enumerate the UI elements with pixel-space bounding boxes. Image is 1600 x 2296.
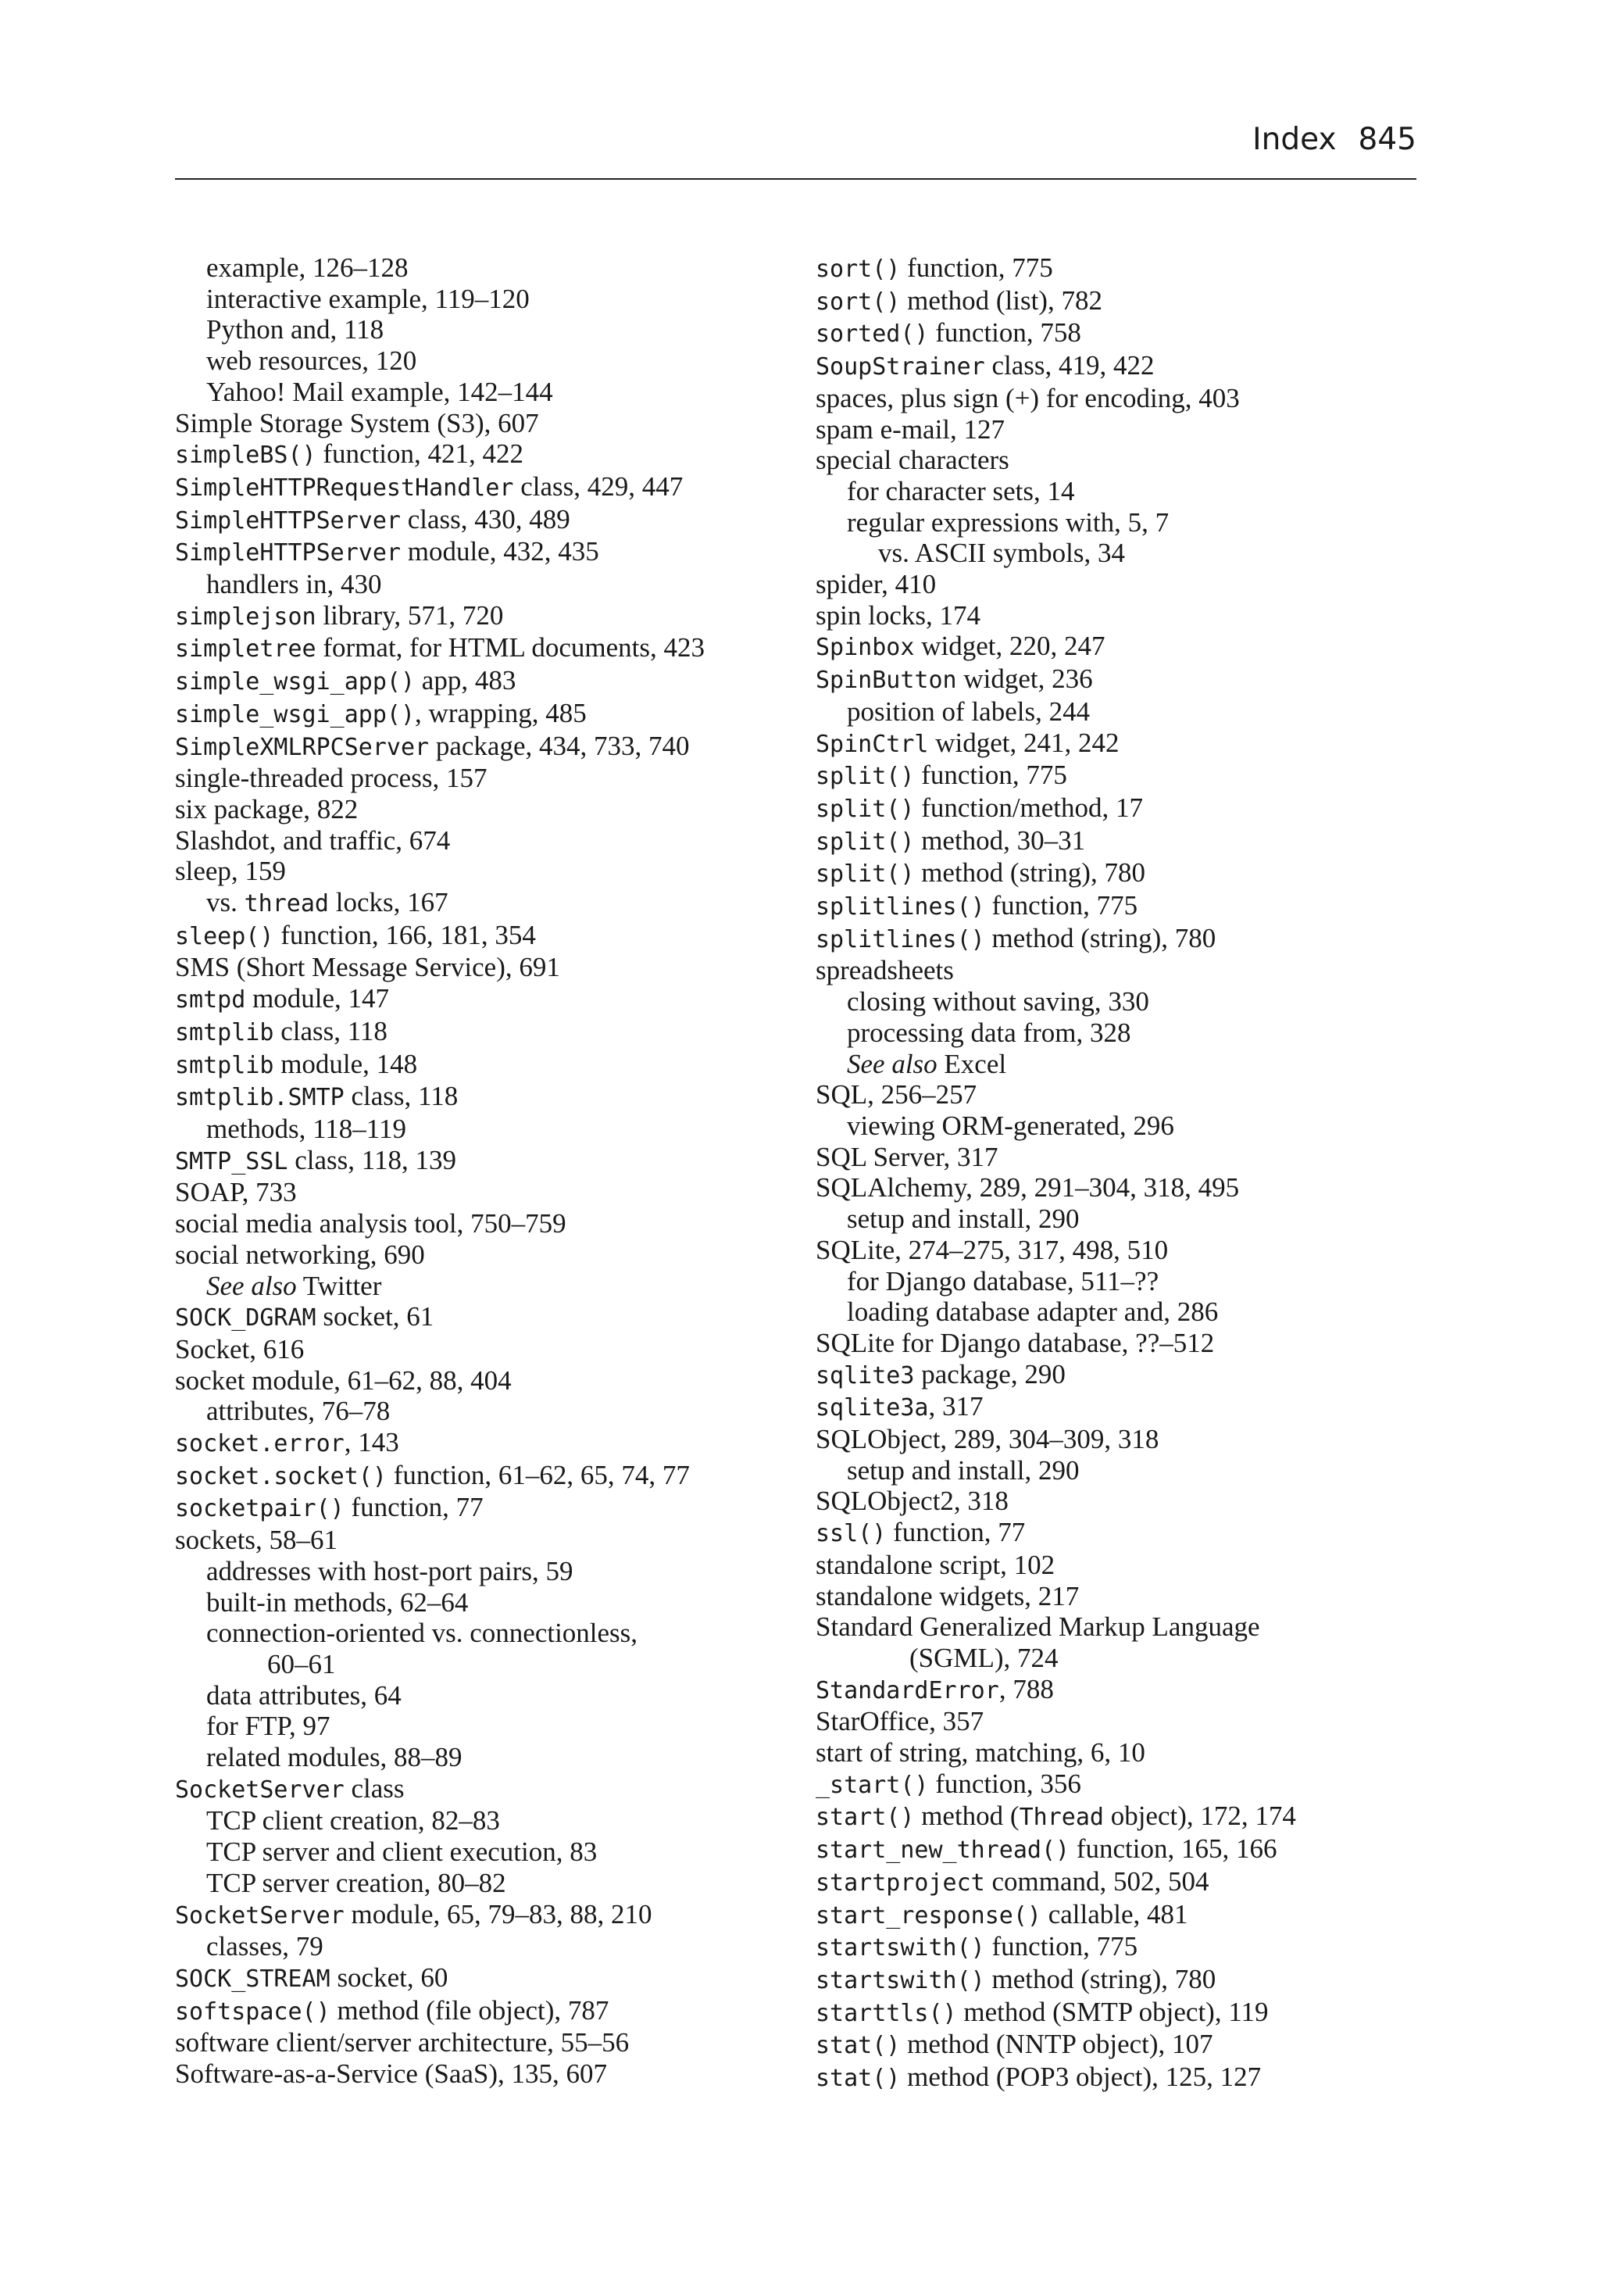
entry-text: method (string), 780 bbox=[914, 857, 1145, 889]
index-entry bbox=[175, 1492, 792, 1525]
code-term: softspace() bbox=[175, 1997, 330, 2026]
entry-text: software client/server architecture, 55–56 bbox=[175, 2027, 630, 2058]
index-entry bbox=[816, 1674, 1433, 1707]
entry-text: 60–61 bbox=[267, 1648, 336, 1679]
entry-text: socket, 60 bbox=[330, 1962, 448, 1993]
index-entry bbox=[816, 955, 1433, 986]
entry-text: SQLObject2, 318 bbox=[816, 1486, 1009, 1517]
entry-text: related modules, 88–89 bbox=[206, 1742, 462, 1773]
index-entry bbox=[175, 345, 792, 377]
entry-text: vs. ASCII symbols, 34 bbox=[878, 538, 1126, 569]
code-term: SimpleXMLRPCServer bbox=[175, 733, 430, 761]
code-term: SimpleHTTPServer bbox=[175, 539, 401, 567]
entry-text: setup and install, 290 bbox=[847, 1203, 1080, 1235]
entry-text: standalone script, 102 bbox=[816, 1549, 1055, 1580]
see-also-label: See also bbox=[847, 1048, 938, 1079]
index-entry bbox=[175, 1049, 792, 1082]
index-entry bbox=[175, 1868, 792, 1899]
entry-text: , 143 bbox=[344, 1427, 399, 1458]
code-term: startswith() bbox=[816, 1966, 985, 1994]
index-entry bbox=[175, 1742, 792, 1773]
entry-text: module, 432, 435 bbox=[400, 536, 599, 567]
entry-text: function, 421, 422 bbox=[316, 438, 524, 470]
index-entry bbox=[175, 1396, 792, 1427]
code-term: sqlite3 bbox=[816, 1361, 915, 1389]
code-term: SOCK_STREAM bbox=[175, 1965, 330, 1993]
code-term: sorted() bbox=[816, 320, 929, 349]
code-term: SMTP_SSL bbox=[175, 1147, 288, 1175]
entry-text: method, 30–31 bbox=[914, 824, 1086, 856]
code-term: split() bbox=[816, 795, 915, 823]
entry-text: for FTP, 97 bbox=[206, 1711, 330, 1742]
entry-text: social media analysis tool, 750–759 bbox=[175, 1208, 566, 1239]
entry-text: widget, 220, 247 bbox=[914, 631, 1105, 662]
entry-text: start of string, matching, 6, 10 bbox=[816, 1737, 1145, 1768]
index-entry bbox=[816, 1328, 1433, 1359]
index-entry bbox=[175, 2027, 792, 2058]
page-number: 845 bbox=[1358, 122, 1416, 157]
index-entry bbox=[816, 569, 1433, 600]
code-term: stat() bbox=[816, 2065, 901, 2093]
entry-text: regular expressions with, 5, 7 bbox=[847, 506, 1170, 538]
entry-text: interactive example, 119–120 bbox=[206, 283, 530, 314]
code-term: SoupStrainer bbox=[816, 353, 985, 381]
code-term: simple_wsgi_app() bbox=[175, 700, 416, 728]
code-term: smtplib bbox=[175, 1018, 274, 1046]
index-entry bbox=[175, 1618, 792, 1649]
index-entry bbox=[175, 252, 792, 284]
entry-text: locks, 167 bbox=[329, 887, 448, 918]
index-entry bbox=[175, 856, 792, 887]
index-entry bbox=[816, 696, 1433, 728]
index-entry bbox=[175, 698, 792, 731]
index-entry bbox=[816, 760, 1433, 792]
index-entry bbox=[816, 1931, 1433, 1964]
running-header bbox=[175, 117, 1416, 180]
code-term: _start() bbox=[816, 1771, 929, 1799]
index-entry bbox=[175, 504, 792, 537]
header-title: Index bbox=[1252, 122, 1337, 157]
entry-text: function, 165, 166 bbox=[1070, 1833, 1277, 1865]
index-entry bbox=[816, 792, 1433, 825]
entry-text: method (file object), 787 bbox=[330, 1994, 609, 2026]
entry-text: package, 290 bbox=[914, 1358, 1066, 1389]
entry-text: function/method, 17 bbox=[914, 792, 1144, 823]
entry-text: app, 483 bbox=[415, 665, 516, 696]
index-entry bbox=[175, 1016, 792, 1049]
entry-text: Excel bbox=[937, 1048, 1007, 1079]
code-term: SocketServer bbox=[175, 1901, 345, 1929]
code-term: simpletree bbox=[175, 635, 316, 663]
index-entry bbox=[816, 1833, 1433, 1866]
entry-text: standalone widgets, 217 bbox=[816, 1580, 1080, 1611]
index-entry bbox=[175, 1962, 792, 1995]
code-term: simplejson bbox=[175, 603, 316, 631]
entry-text: command, 502, 504 bbox=[984, 1865, 1209, 1897]
index-entry bbox=[175, 314, 792, 345]
entry-text: closing without saving, 330 bbox=[847, 986, 1149, 1017]
entry-text: spaces, plus sign (+) for encoding, 403 bbox=[816, 382, 1240, 413]
index-entry bbox=[175, 1081, 792, 1114]
index-entry bbox=[175, 471, 792, 504]
entry-text: widget, 236 bbox=[956, 663, 1093, 695]
code-term: startswith() bbox=[816, 1934, 985, 1962]
entry-text: TCP server and client execution, 83 bbox=[206, 1836, 598, 1868]
header-title-block bbox=[1252, 122, 1416, 157]
index-entry bbox=[816, 1391, 1433, 1424]
index-entry bbox=[175, 1301, 792, 1334]
entry-text: function, 166, 181, 354 bbox=[273, 919, 536, 950]
index-entry bbox=[816, 1424, 1433, 1455]
code-term: sort() bbox=[816, 288, 901, 316]
index-entry bbox=[175, 1931, 792, 1962]
entry-text: class, 118 bbox=[344, 1081, 459, 1112]
entry-text: SOAP, 733 bbox=[175, 1177, 297, 1208]
entry-text: addresses with host-port pairs, 59 bbox=[206, 1555, 573, 1586]
entry-text: method (string), 780 bbox=[984, 922, 1216, 953]
code-term: start_new_thread() bbox=[816, 1836, 1070, 1865]
index-entry bbox=[816, 1611, 1433, 1643]
entry-text: format, for HTML documents, 423 bbox=[316, 632, 705, 663]
index-entry bbox=[175, 920, 792, 953]
index-entry bbox=[175, 1271, 792, 1302]
entry-text: for character sets, 14 bbox=[847, 475, 1075, 506]
entry-text: Standard Generalized Markup Language bbox=[816, 1611, 1260, 1643]
entry-text: loading database adapter and, 286 bbox=[847, 1296, 1219, 1328]
index-entry bbox=[816, 728, 1433, 760]
index-entry bbox=[816, 1359, 1433, 1392]
code-term: split() bbox=[816, 763, 915, 791]
entry-text: method (POP3 object), 125, 127 bbox=[900, 2062, 1262, 2093]
index-entry bbox=[816, 445, 1433, 476]
code-term: socket.error bbox=[175, 1430, 345, 1458]
index-entry bbox=[175, 763, 792, 794]
index-entry bbox=[816, 285, 1433, 318]
index-entry bbox=[816, 350, 1433, 383]
index-entry bbox=[816, 600, 1433, 631]
entry-text: TCP client creation, 82–83 bbox=[206, 1805, 500, 1836]
code-term: sort() bbox=[816, 256, 901, 283]
entry-text: spreadsheets bbox=[816, 955, 954, 986]
index-entry bbox=[175, 1836, 792, 1868]
index-entry bbox=[816, 1266, 1433, 1297]
entry-text: SQLAlchemy, 289, 291–304, 318, 495 bbox=[816, 1172, 1240, 1203]
index-entry bbox=[816, 663, 1433, 696]
index-entry bbox=[816, 1899, 1433, 1932]
index-entry bbox=[175, 665, 792, 698]
index-entry bbox=[175, 1587, 792, 1618]
index-entry bbox=[816, 857, 1433, 890]
index-entry bbox=[816, 476, 1433, 507]
entry-text: single-threaded process, 157 bbox=[175, 763, 488, 794]
code-term: stat() bbox=[816, 2032, 901, 2060]
code-term: ssl() bbox=[816, 1520, 887, 1548]
entry-text: SQL, 256–257 bbox=[816, 1079, 977, 1110]
code-term: simple_wsgi_app() bbox=[175, 668, 416, 696]
index-entry bbox=[175, 1525, 792, 1556]
index-entry bbox=[816, 1079, 1433, 1110]
index-entry bbox=[816, 1142, 1433, 1173]
index-entry bbox=[175, 536, 792, 569]
code-term: sleep() bbox=[175, 922, 274, 950]
index-entry bbox=[175, 569, 792, 600]
entry-text: class, 118 bbox=[273, 1015, 388, 1046]
index-entry bbox=[816, 1964, 1433, 1997]
code-term: SOCK_DGRAM bbox=[175, 1304, 316, 1332]
entry-text: function, 775 bbox=[984, 1931, 1138, 1962]
entry-text: spider, 410 bbox=[816, 569, 937, 600]
entry-text: , 317 bbox=[928, 1391, 984, 1422]
index-entry bbox=[175, 1711, 792, 1742]
entry-text: function, 758 bbox=[928, 317, 1081, 349]
entry-text: , 788 bbox=[998, 1673, 1054, 1704]
code-term: SimpleHTTPServer bbox=[175, 506, 401, 535]
entry-text: module, 147 bbox=[245, 983, 390, 1014]
entry-text: SMS (Short Message Service), 691 bbox=[175, 952, 560, 983]
code-term: simpleBS() bbox=[175, 442, 316, 470]
entry-text: class, 419, 422 bbox=[984, 350, 1155, 381]
entry-text: class, 429, 447 bbox=[513, 470, 684, 502]
entry-text: class, 430, 489 bbox=[400, 503, 570, 535]
entry-text: SQL Server, 317 bbox=[816, 1141, 998, 1172]
index-entry bbox=[175, 1365, 792, 1397]
index-entry bbox=[816, 631, 1433, 663]
entry-text: special characters bbox=[816, 445, 1009, 476]
entry-text: module, 148 bbox=[273, 1048, 418, 1079]
index-column-right bbox=[816, 252, 1433, 2094]
index-entry bbox=[175, 377, 792, 408]
entry-text: Yahoo! Mail example, 142–144 bbox=[206, 376, 553, 407]
entry-text: web resources, 120 bbox=[206, 345, 417, 377]
code-term: split() bbox=[816, 828, 915, 856]
index-entry bbox=[175, 794, 792, 825]
entry-text: connection-oriented vs. connectionless, bbox=[206, 1618, 638, 1649]
entry-text: Socket, 616 bbox=[175, 1333, 305, 1364]
code-term: sqlite3a bbox=[816, 1394, 929, 1422]
entry-text: (SGML), 724 bbox=[909, 1642, 1059, 1673]
code-term: Spinbox bbox=[816, 634, 915, 662]
entry-text: method (list), 782 bbox=[900, 284, 1102, 316]
index-entry bbox=[175, 1899, 792, 1932]
index-entry bbox=[175, 1427, 792, 1460]
entry-text: SQLObject, 289, 304–309, 318 bbox=[816, 1424, 1159, 1455]
index-entry bbox=[175, 408, 792, 439]
entry-text: six package, 822 bbox=[175, 793, 359, 824]
code-term: socket.socket() bbox=[175, 1462, 387, 1490]
index-entry bbox=[816, 1203, 1433, 1235]
index-entry bbox=[816, 1737, 1433, 1768]
entry-text: viewing ORM-generated, 296 bbox=[847, 1110, 1174, 1141]
index-entry bbox=[816, 1455, 1433, 1486]
code-term: smtplib.SMTP bbox=[175, 1084, 345, 1112]
index-entry bbox=[175, 600, 792, 633]
entry-text: Slashdot, and traffic, 674 bbox=[175, 824, 451, 856]
entry-text: handlers in, 430 bbox=[206, 569, 382, 600]
index-entry bbox=[816, 825, 1433, 858]
index-entry bbox=[175, 1805, 792, 1836]
entry-text: spam e-mail, 127 bbox=[816, 413, 1005, 445]
code-term: Thread bbox=[1019, 1804, 1104, 1832]
index-entry bbox=[816, 2062, 1433, 2094]
entry-text: package, 434, 733, 740 bbox=[429, 730, 690, 761]
entry-text: method (string), 780 bbox=[984, 1963, 1216, 1994]
index-entry bbox=[175, 952, 792, 983]
entry-text: attributes, 76–78 bbox=[206, 1396, 391, 1427]
index-entry bbox=[816, 1643, 1433, 1674]
index-entry bbox=[175, 1145, 792, 1178]
entry-text: sleep, 159 bbox=[175, 856, 286, 887]
entry-text: widget, 241, 242 bbox=[928, 727, 1120, 758]
entry-text: example, 126–128 bbox=[206, 252, 409, 283]
code-term: startproject bbox=[816, 1869, 985, 1897]
index-entry bbox=[816, 1017, 1433, 1049]
index-entry bbox=[816, 1768, 1433, 1801]
entry-text: function, 775 bbox=[984, 890, 1138, 921]
index-entry bbox=[175, 825, 792, 857]
entry-text: socket module, 61–62, 88, 404 bbox=[175, 1364, 512, 1396]
entry-text: library, 571, 720 bbox=[316, 599, 504, 631]
index-column-left bbox=[175, 252, 792, 2090]
index-entry bbox=[816, 1706, 1433, 1737]
code-term: SpinButton bbox=[816, 667, 957, 695]
index-entry bbox=[175, 284, 792, 315]
index-entry bbox=[175, 1556, 792, 1587]
index-entry bbox=[816, 1049, 1433, 1080]
entry-text: TCP server creation, 80–82 bbox=[206, 1867, 506, 1898]
code-term: SpinCtrl bbox=[816, 730, 929, 758]
index-entry bbox=[175, 1177, 792, 1208]
code-term: StandardError bbox=[816, 1676, 999, 1704]
entry-text: , wrapping, 485 bbox=[415, 697, 587, 728]
code-term: splitlines() bbox=[816, 893, 985, 921]
entry-text: SQLite, 274–275, 317, 498, 510 bbox=[816, 1234, 1169, 1265]
index-entry bbox=[816, 1801, 1433, 1833]
index-entry bbox=[816, 383, 1433, 414]
code-term: SimpleHTTPRequestHandler bbox=[175, 474, 514, 502]
entry-text: Simple Storage System (S3), 607 bbox=[175, 407, 539, 438]
code-term: split() bbox=[816, 860, 915, 889]
entry-text: method (NNTP object), 107 bbox=[900, 2029, 1213, 2060]
index-entry bbox=[175, 1460, 792, 1493]
index-entry bbox=[175, 1680, 792, 1711]
entry-text: methods, 118–119 bbox=[206, 1113, 407, 1144]
index-entry bbox=[175, 438, 792, 471]
code-term: SocketServer bbox=[175, 1776, 345, 1804]
entry-text: built-in methods, 62–64 bbox=[206, 1586, 469, 1618]
code-term: start() bbox=[816, 1804, 915, 1832]
code-term: smtplib bbox=[175, 1051, 274, 1079]
entry-text: SQLite for Django database, ??–512 bbox=[816, 1327, 1215, 1358]
index-entry bbox=[816, 1550, 1433, 1581]
entry-text: Python and, 118 bbox=[206, 314, 384, 345]
index-entry bbox=[175, 731, 792, 764]
index-entry bbox=[175, 1114, 792, 1145]
index-entry bbox=[816, 1296, 1433, 1328]
index-entry bbox=[816, 2029, 1433, 2062]
index-entry bbox=[816, 1486, 1433, 1517]
index-entry bbox=[816, 890, 1433, 923]
entry-text: function, 775 bbox=[914, 760, 1067, 791]
entry-text: callable, 481 bbox=[1041, 1898, 1188, 1929]
entry-text: for Django database, 511–?? bbox=[847, 1265, 1159, 1296]
entry-text: data attributes, 64 bbox=[206, 1679, 402, 1711]
entry-text: function, 775 bbox=[900, 252, 1053, 283]
index-entry bbox=[175, 1239, 792, 1271]
index-entry bbox=[175, 1995, 792, 2028]
index-entry bbox=[175, 2058, 792, 2090]
entry-text: Twitter bbox=[296, 1270, 382, 1301]
index-entry bbox=[816, 414, 1433, 445]
index-entry bbox=[816, 538, 1433, 569]
index-entry bbox=[175, 632, 792, 665]
code-term: splitlines() bbox=[816, 925, 985, 953]
entry-text: object), 172, 174 bbox=[1103, 1801, 1296, 1832]
index-entry bbox=[175, 1334, 792, 1365]
entry-text: class bbox=[344, 1772, 405, 1804]
entry-text: StarOffice, 357 bbox=[816, 1706, 984, 1737]
code-term: thread bbox=[244, 890, 329, 918]
index-entry bbox=[175, 1208, 792, 1239]
entry-text: position of labels, 244 bbox=[847, 696, 1091, 727]
index-entry bbox=[175, 1649, 792, 1680]
index-entry bbox=[816, 1172, 1433, 1203]
see-also-label: See also bbox=[206, 1270, 297, 1301]
entry-text: sockets, 58–61 bbox=[175, 1525, 338, 1556]
index-entry bbox=[816, 1110, 1433, 1142]
entry-text: classes, 79 bbox=[206, 1931, 323, 1962]
index-entry bbox=[816, 1581, 1433, 1612]
entry-text: method (SMTP object), 119 bbox=[956, 1996, 1269, 2027]
code-term: starttls() bbox=[816, 1999, 957, 2027]
index-entry bbox=[816, 252, 1433, 285]
index-entry bbox=[816, 507, 1433, 538]
entry-text: vs. bbox=[206, 887, 245, 918]
index-entry bbox=[175, 1773, 792, 1806]
entry-text: class, 118, 139 bbox=[288, 1144, 456, 1175]
entry-text: function, 356 bbox=[928, 1768, 1081, 1799]
index-entry bbox=[816, 986, 1433, 1017]
index-entry bbox=[816, 1235, 1433, 1266]
entry-text: spin locks, 174 bbox=[816, 599, 980, 631]
entry-text: method ( bbox=[914, 1801, 1020, 1832]
entry-text: setup and install, 290 bbox=[847, 1454, 1080, 1486]
index-entry bbox=[816, 1517, 1433, 1550]
entry-text: function, 77 bbox=[344, 1492, 484, 1523]
entry-text: function, 77 bbox=[886, 1517, 1026, 1548]
code-term: start_response() bbox=[816, 1901, 1041, 1929]
entry-text: Software-as-a-Service (SaaS), 135, 607 bbox=[175, 2058, 608, 2090]
index-entry bbox=[816, 1866, 1433, 1899]
entry-text: module, 65, 79–83, 88, 210 bbox=[344, 1898, 652, 1929]
entry-text: social networking, 690 bbox=[175, 1239, 425, 1270]
code-term: socketpair() bbox=[175, 1495, 345, 1523]
index-entry bbox=[175, 983, 792, 1016]
index-entry bbox=[816, 317, 1433, 350]
index-entry bbox=[175, 887, 792, 920]
index-entry bbox=[816, 923, 1433, 956]
entry-text: function, 61–62, 65, 74, 77 bbox=[386, 1459, 690, 1490]
code-term: smtpd bbox=[175, 986, 246, 1014]
entry-text: processing data from, 328 bbox=[847, 1017, 1131, 1048]
entry-text: socket, 61 bbox=[316, 1301, 434, 1332]
index-entry bbox=[816, 1997, 1433, 2030]
